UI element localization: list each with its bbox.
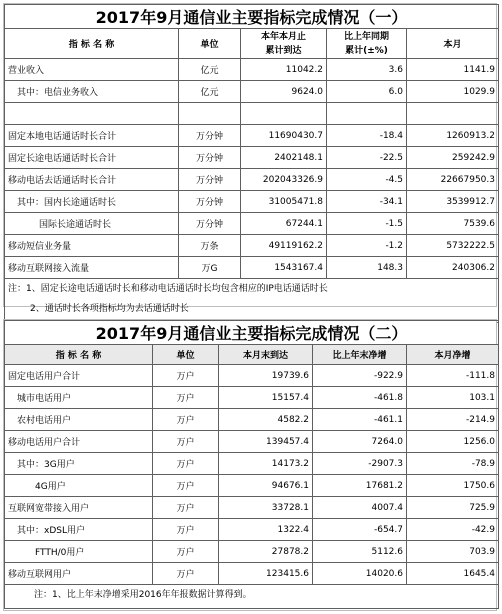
- table-row: [5, 387, 499, 409]
- row-month: 7539.6: [407, 213, 499, 235]
- row-unit: 万G: [179, 257, 241, 279]
- row-name: 营业收入: [5, 59, 179, 81]
- row-ytd: 49119162.2: [241, 235, 327, 257]
- row-unit: 万户: [153, 541, 219, 563]
- row-month: [407, 103, 499, 125]
- row-name: [5, 103, 179, 125]
- row-month: 1141.9: [407, 59, 499, 81]
- row-ytd: 123415.6: [219, 563, 313, 585]
- row-name: 固定长途电话通话时长合计: [5, 147, 179, 169]
- row-month: 103.1: [407, 387, 499, 409]
- row-month: 22667950.3: [407, 169, 499, 191]
- table-row: [5, 497, 499, 519]
- row-ytd: 202043326.9: [241, 169, 327, 191]
- row-yoy: -4.5: [327, 169, 407, 191]
- row-yoy: -1.5: [327, 213, 407, 235]
- row-unit: 万分钟: [179, 147, 241, 169]
- row-ytd: 27878.2: [219, 541, 313, 563]
- row-ytd: 33728.1: [219, 497, 313, 519]
- row-unit: 万户: [153, 409, 219, 431]
- row-month: -111.8: [407, 365, 499, 387]
- header-ytd-line2: 累计到达: [265, 45, 302, 56]
- row-month: 1645.4: [407, 563, 499, 585]
- header-month: 本月: [407, 29, 499, 59]
- table-row: [5, 59, 499, 81]
- header-net-add-month: 本月净增: [407, 345, 499, 365]
- row-year: -461.8: [313, 387, 407, 409]
- row-name: FTTH/0用户: [5, 541, 153, 563]
- header-indicator: 指 标 名 称: [5, 29, 179, 59]
- row-ytd: 1322.4: [219, 519, 313, 541]
- row-unit: 万条: [179, 235, 241, 257]
- row-year: 7264.0: [313, 431, 407, 453]
- row-month: 1029.9: [407, 81, 499, 103]
- row-year: 5112.6: [313, 541, 407, 563]
- row-month: 703.9: [407, 541, 499, 563]
- table-row: [5, 147, 499, 169]
- row-month: 1260913.2: [407, 125, 499, 147]
- note-1: 注：1、比上年末净增采用2016年年报数据计算得到。: [34, 590, 252, 600]
- table-title: 2017年9月通信业主要指标完成情况（二）: [5, 321, 499, 345]
- row-name: 其中：3G用户: [5, 453, 153, 475]
- header-unit: 单位: [153, 345, 219, 365]
- row-ytd: 139457.4: [219, 431, 313, 453]
- row-name: 移动电话用户合计: [5, 431, 153, 453]
- table-row: [5, 169, 499, 191]
- row-unit: 万户: [153, 475, 219, 497]
- header-yoy-line1: 比上年同期: [343, 31, 389, 42]
- row-month: 240306.2: [407, 257, 499, 279]
- row-name: 城市电话用户: [5, 387, 153, 409]
- row-name: 其中：电信业务收入: [5, 81, 179, 103]
- row-unit: 万户: [153, 519, 219, 541]
- table-row: [5, 453, 499, 475]
- row-yoy: 148.3: [327, 257, 407, 279]
- table-row: [5, 257, 499, 279]
- table-row: [5, 81, 499, 103]
- table-row: [5, 431, 499, 453]
- table-row: [5, 191, 499, 213]
- row-unit: 万户: [153, 563, 219, 585]
- row-month: -78.9: [407, 453, 499, 475]
- table-row: [5, 519, 499, 541]
- header-yoy-line2: 累计(±%): [345, 45, 388, 56]
- row-year: -922.9: [313, 365, 407, 387]
- table-row-empty: [5, 103, 499, 125]
- header-ytd-line1: 本年本月止: [260, 31, 306, 42]
- row-yoy: 3.6: [327, 59, 407, 81]
- notes-row: [5, 585, 499, 609]
- row-month: -42.9: [407, 519, 499, 541]
- row-year: -2907.3: [313, 453, 407, 475]
- row-ytd: 11690430.7: [241, 125, 327, 147]
- row-year: -461.1: [313, 409, 407, 431]
- table-panel-2: [3, 319, 497, 611]
- notes-cell: [5, 585, 499, 609]
- table-header-row: [5, 29, 499, 59]
- row-ytd: [241, 103, 327, 125]
- row-unit: 万分钟: [179, 125, 241, 147]
- row-name: 移动电话去话通话时长合计: [5, 169, 179, 191]
- row-unit: 万分钟: [179, 191, 241, 213]
- row-year: 17681.2: [313, 475, 407, 497]
- header-ytd: [241, 29, 327, 59]
- notes-row: [5, 279, 499, 323]
- row-ytd: 1543167.4: [241, 257, 327, 279]
- row-unit: [179, 103, 241, 125]
- row-ytd: 94676.1: [219, 475, 313, 497]
- row-ytd: 2402148.1: [241, 147, 327, 169]
- row-month: -214.9: [407, 409, 499, 431]
- header-net-add-year: 比上年末净增: [313, 345, 407, 365]
- row-unit: 亿元: [179, 59, 241, 81]
- header-indicator: 指 标 名 称: [5, 345, 153, 365]
- row-ytd: 19739.6: [219, 365, 313, 387]
- indicators-table-2: [4, 320, 499, 609]
- row-ytd: 14173.2: [219, 453, 313, 475]
- row-name: 固定本地电话通话时长合计: [5, 125, 179, 147]
- row-name: 移动互联网用户: [5, 563, 153, 585]
- row-yoy: 6.0: [327, 81, 407, 103]
- row-year: -654.7: [313, 519, 407, 541]
- row-name: 固定电话用户合计: [5, 365, 153, 387]
- row-yoy: -18.4: [327, 125, 407, 147]
- table-title: 2017年9月通信业主要指标完成情况（一）: [5, 5, 499, 29]
- row-name: 其中：xDSL用户: [5, 519, 153, 541]
- row-unit: 万户: [153, 497, 219, 519]
- table-row: [5, 213, 499, 235]
- table-row: [5, 409, 499, 431]
- row-ytd: 11042.2: [241, 59, 327, 81]
- row-month: 3539912.7: [407, 191, 499, 213]
- row-name: 4G用户: [5, 475, 153, 497]
- row-name: 移动短信业务量: [5, 235, 179, 257]
- row-year: 14020.6: [313, 563, 407, 585]
- note-2: 2、通话时长各项指标均为去话通话时长: [30, 304, 189, 314]
- row-ytd: 67244.1: [241, 213, 327, 235]
- row-unit: 万户: [153, 453, 219, 475]
- row-year: 4007.4: [313, 497, 407, 519]
- row-unit: 万分钟: [179, 169, 241, 191]
- row-name: 移动互联网接入流量: [5, 257, 179, 279]
- row-month: 1256.0: [407, 431, 499, 453]
- row-yoy: -34.1: [327, 191, 407, 213]
- row-ytd: 31005471.8: [241, 191, 327, 213]
- table-panel-1: [3, 3, 497, 314]
- row-unit: 万户: [153, 387, 219, 409]
- table-header-row: [5, 345, 499, 365]
- row-ytd: 9624.0: [241, 81, 327, 103]
- notes-cell: [5, 279, 499, 323]
- table-row: [5, 235, 499, 257]
- row-ytd: 15157.4: [219, 387, 313, 409]
- row-month: 725.9: [407, 497, 499, 519]
- table-row: [5, 563, 499, 585]
- row-yoy: -22.5: [327, 147, 407, 169]
- row-unit: 万分钟: [179, 213, 241, 235]
- row-unit: 万户: [153, 431, 219, 453]
- row-month: 1750.6: [407, 475, 499, 497]
- row-name: 国际长途通话时长: [5, 213, 179, 235]
- row-yoy: -1.2: [327, 235, 407, 257]
- header-unit: 单位: [179, 29, 241, 59]
- row-month: 5732222.5: [407, 235, 499, 257]
- row-unit: 万户: [153, 365, 219, 387]
- row-name: 农村电话用户: [5, 409, 153, 431]
- table-row: [5, 365, 499, 387]
- row-name: 互联网宽带接入用户: [5, 497, 153, 519]
- indicators-table-1: [4, 4, 499, 323]
- header-yoy: [327, 29, 407, 59]
- table-row: [5, 541, 499, 563]
- table-row: [5, 475, 499, 497]
- row-yoy: [327, 103, 407, 125]
- table-row: [5, 125, 499, 147]
- header-ytd: 本月末到达: [219, 345, 313, 365]
- row-name: 其中：国内长途通话时长: [5, 191, 179, 213]
- row-ytd: 4582.2: [219, 409, 313, 431]
- row-month: 259242.9: [407, 147, 499, 169]
- note-1: 注：1、固定长途电话通话时长和移动电话通话时长均包含相应的IP电话通话时长: [8, 284, 328, 294]
- row-unit: 亿元: [179, 81, 241, 103]
